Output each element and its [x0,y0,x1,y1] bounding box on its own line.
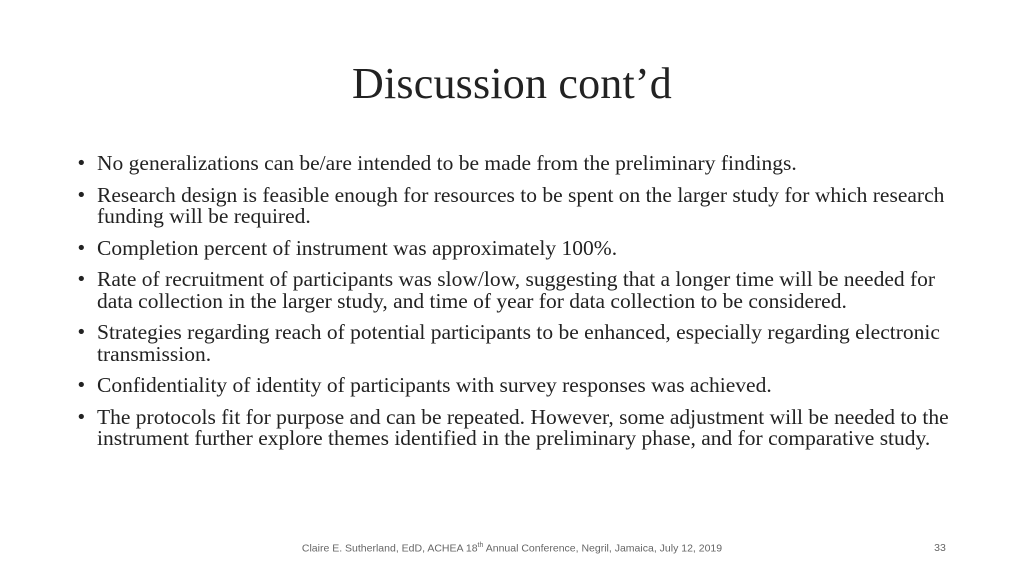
list-item [76,404,956,450]
bullet-dot-icon: • [76,375,87,396]
list-item [76,153,956,175]
bullet-dot-icon: • [76,269,87,290]
bullet-dot-icon: • [76,406,87,428]
bullet-text: The protocols fit for purpose and can be repeated. However, some adjustment will be needed to the instrument further explore themes identified in the preliminary phase, and for comparative study. [97,404,949,450]
bullet-text: Completion percent of instrument was approximately 100%. [97,235,618,260]
bullet-text: Confidentiality of identity of participants with survey responses was achieved. [97,373,772,397]
bullet-dot-icon: • [76,322,87,343]
bullet-dot-icon: • [76,237,87,259]
list-item [76,375,956,397]
footer-superscript: th [477,542,484,549]
bullet-list [76,153,956,460]
bullet-text: No generalizations can be/are intended to be made from the preliminary findings. [97,151,797,175]
footer-text-start: Claire E. Sutherland, EdD, ACHEA 18 [301,542,478,555]
list-item [76,269,956,312]
list-item [76,235,956,260]
bullet-text: Rate of recruitment of participants was slow/low, suggesting that a longer time will be needed for data collection in the larger study, and time of year for data collection to be considered. [97,267,936,313]
bullet-text: Strategies regarding reach of potential participants to be enhanced, especially regarding electronic transmission. [97,320,940,366]
bullet-text: Research design is feasible enough for resources to be spent on the larger study for which research funding will be required. [97,182,945,228]
bullet-dot-icon: • [76,153,87,174]
footer-text-end: Annual Conference, Negril, Jamaica, July 12, 2019 [483,542,723,555]
slide-footer [0,542,1024,555]
list-item [76,322,956,365]
bullet-dot-icon: • [76,184,87,206]
page-number: 33 [934,542,946,554]
list-item [76,182,956,228]
slide-title: Discussion cont’d [352,59,672,108]
